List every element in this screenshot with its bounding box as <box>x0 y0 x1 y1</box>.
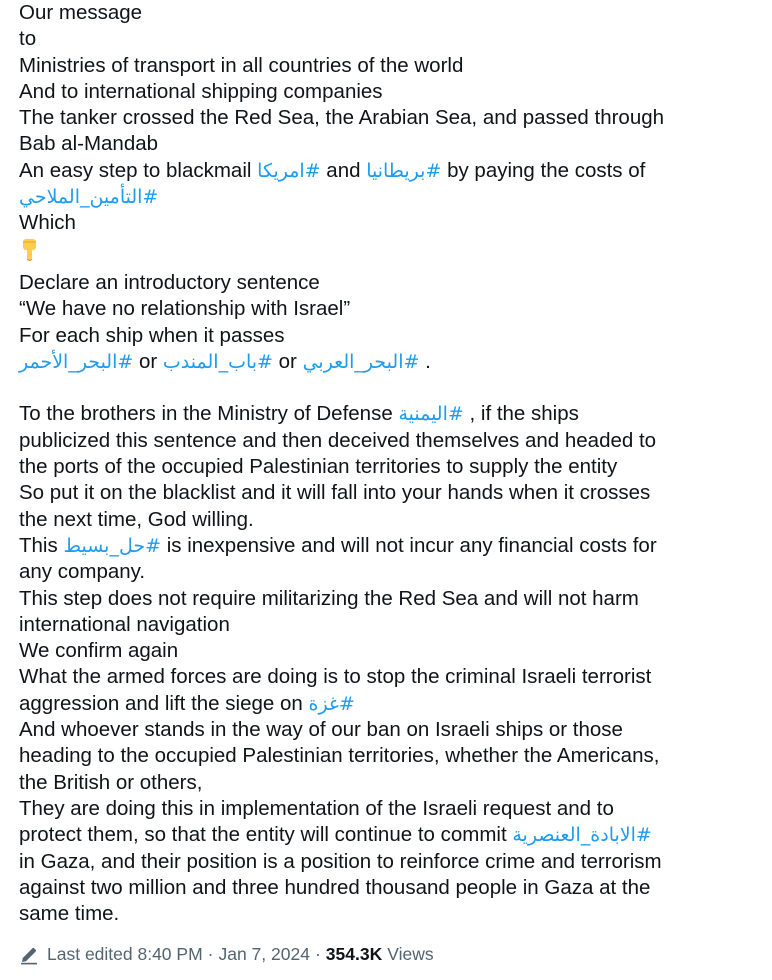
text-span: To the brothers in the Ministry of Defense <box>19 402 399 426</box>
text-span: aggression and lift the siege on <box>19 691 309 715</box>
hashtag-bab-al-mandab[interactable]: #باب_المندب <box>162 350 273 373</box>
tweet-line <box>19 158 764 184</box>
text-span: is inexpensive and will not incur any financial costs for <box>161 533 657 557</box>
tweet-line <box>19 691 764 717</box>
tweet-line: What the armed forces are doing is to stop the criminal Israeli terrorist <box>19 665 652 689</box>
tweet-line: the ports of the occupied Palestinian territories to supply the entity <box>19 455 618 479</box>
tweet-line: This step does not require militarizing the Red Sea and will not harm <box>19 586 639 610</box>
tweet-line: the British or others, <box>19 770 203 794</box>
tweet-line: The tanker crossed the Red Sea, the Arabian Sea, and passed through <box>19 106 665 130</box>
text-span: and <box>320 158 367 182</box>
text-span: , if the ships <box>463 402 579 426</box>
tweet-line: against two million and three hundred thousand people in Gaza at the <box>19 875 651 899</box>
tweet-line: And to international shipping companies <box>19 79 383 103</box>
tweet-line: And whoever stands in the way of our ban on Israeli ships or those <box>19 718 623 742</box>
text-span: An easy step to blackmail <box>19 158 258 182</box>
tweet-date[interactable]: Jan 7, 2024 <box>218 944 310 964</box>
hashtag-arabian-sea[interactable]: #البحر_العربي <box>302 350 420 373</box>
hashtag-racist-genocide[interactable]: #الابادة_العنصرية <box>512 824 652 847</box>
hashtag-marine-insurance[interactable]: #التأمين_الملاحي <box>19 186 159 209</box>
tweet-meta <box>19 944 434 965</box>
text-span: protect them, so that the entity will continue to commit <box>19 823 513 847</box>
separator: · <box>207 944 214 964</box>
separator: · <box>314 944 321 964</box>
tweet-line: Our message <box>19 1 143 24</box>
tweet-text <box>19 0 764 927</box>
tweet-line <box>19 401 764 427</box>
pointing-down-hand-icon <box>19 237 41 263</box>
hashtag-red-sea[interactable]: #البحر_الأحمر <box>19 350 134 373</box>
tweet-line: Bab al-Mandab <box>19 132 159 156</box>
blank-line <box>19 375 764 401</box>
hashtag-simple-solution[interactable]: #حل_بسيط <box>63 534 161 557</box>
tweet-line: any company. <box>19 560 146 584</box>
pencil-icon <box>19 945 39 965</box>
text-span: This <box>19 533 64 557</box>
text-span: by paying the costs of <box>441 158 646 182</box>
tweet-line: We confirm again <box>19 639 179 663</box>
tweet-line: international navigation <box>19 612 230 636</box>
hashtag-britain[interactable]: #بريطانيا <box>366 159 442 182</box>
tweet-line <box>19 237 764 270</box>
tweet-line: heading to the occupied Palestinian territories, whether the Americans, <box>19 744 660 768</box>
hashtag-america[interactable]: #امريكا <box>257 159 321 182</box>
text-span: or <box>133 349 163 373</box>
views-label: Views <box>387 944 434 964</box>
hashtag-yemeni[interactable]: #اليمنية <box>398 403 464 426</box>
views-count: 354.3K <box>325 944 383 964</box>
tweet-line <box>19 184 764 210</box>
tweet-line: So put it on the blacklist and it will fall into your hands when it crosses <box>19 481 651 505</box>
tweet-line: “We have no relationship with Israel” <box>19 297 351 321</box>
tweet-line: For each ship when it passes <box>19 323 285 347</box>
tweet-line: the next time, God willing. <box>19 507 254 531</box>
tweet-line <box>19 533 764 559</box>
edit-history-link[interactable]: Last edited 8:40 PM <box>47 944 203 964</box>
tweet-line: Which <box>19 211 76 235</box>
tweet-line: Ministries of transport in all countries of the world <box>19 53 464 77</box>
tweet-line: publicized this sentence and then deceived themselves and headed to <box>19 428 657 452</box>
tweet-line: They are doing this in implementation of the Israeli request and to <box>19 796 614 820</box>
tweet-line: in Gaza, and their position is a position to reinforce crime and terrorism <box>19 849 662 873</box>
tweet-line <box>19 822 764 848</box>
tweet-line: Declare an introductory sentence <box>19 270 320 294</box>
tweet-line: same time. <box>19 902 120 926</box>
tweet-line: to <box>19 27 37 51</box>
tweet-line <box>19 349 764 375</box>
text-span: or <box>272 349 303 373</box>
text-span: . <box>419 349 431 373</box>
hashtag-gaza[interactable]: #غزة <box>308 692 355 715</box>
